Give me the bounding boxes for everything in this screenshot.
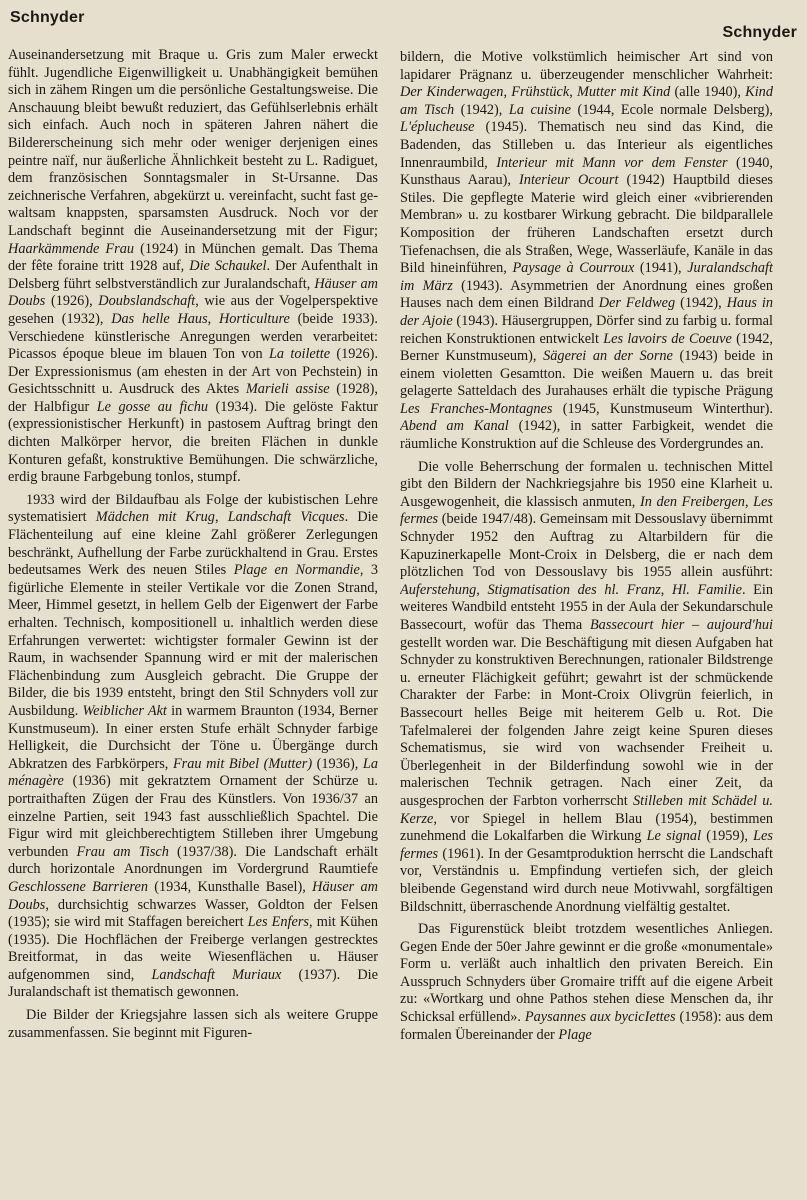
artwork-title: La cuisine (508, 101, 571, 118)
body-text: , 3 figürliche Elemente in steiler Vertikale vor die Zonen Strand, Meer, Himmel gesetzt, in hellem Gelb der Eigenwert der Farbe erhalten. Technisch, kompositionell u. inhaltlich werden diese Erfahrungen verwertet: wichtigster formaler Gewinn ist der Raum, in wachsender Spannung wird er mit der malerischen Flächenbindung zum Ausgleich gebracht. Die Gruppe der Bilder, die bis 1939 entsteht, bringt den Stil Schnyders voll zur Ausbildung. (8, 562, 378, 719)
artwork-title: In den Freibergen (639, 493, 745, 510)
artwork-title: Weiblicher Akt (82, 702, 167, 719)
body-text: (1942, Berner Kunstmuseum), (400, 330, 773, 365)
artwork-title: La ménagère (8, 755, 378, 790)
artwork-title: Frau am Tisch (76, 843, 169, 860)
right-text-column (400, 49, 773, 1199)
body-text: (1942) Hauptbild dieses Stiles. Die gepflegte Materie wird gleich einer «vibrierenden Membran» u. zu kostbarer Wirkung gebracht. Die bildparallele Komposition der früheren Landschaften ersetzt durch Tiefenachsen, die als Straßen, Wege, Wasserläufe, Kanäle in das Bild hineinführen, (400, 172, 773, 277)
body-text: (1943). Häusergruppen, Dörfer sind zu farbig u. formal reichen Konstruktionen entwickelt (400, 312, 773, 347)
artwork-title: Le signal (646, 828, 702, 845)
artwork-title: Mädchen mit Krug (95, 509, 215, 526)
paragraph (400, 921, 773, 1044)
body-text: , (214, 509, 228, 526)
paragraph (8, 1007, 378, 1042)
artwork-title: Interieur mit Mann vor dem Fenster (496, 154, 728, 171)
artwork-title: Haarkämmende Frau (8, 240, 135, 257)
artwork-title: Les Enfers (247, 914, 309, 931)
body-text: (1936), (312, 755, 363, 772)
body-text: , (503, 84, 512, 101)
body-text: (1942), in satter Farbigkeit, wendet die räumliche Konstruktion auf die Schleuse des Vordergrundes an. (400, 418, 773, 453)
body-text: in warmem Braunton (1934, Berner Kunstmuseum). In einer ersten Stufe erhält Schnyder farbige Helligkeit, die Durchsicht der Töne u. Übergänge durch Abkratzen des Farbkörpers, (8, 702, 378, 772)
body-text: (1943) beide in einem violetten Gesamtton. Die weißen Mauern u. das breit gelagerte Satteldach des Jurahauses erhält die typische Prägung (400, 348, 773, 400)
artwork-title: Häuser am Doubs (8, 275, 378, 310)
artwork-title: L'épluchеuse (400, 119, 475, 136)
artwork-title: Hl. Familie (671, 581, 742, 598)
artwork-title: Les Franches-Montagnes (400, 400, 553, 417)
body-text: (1926). Der Expressionismus (am ehesten in der Art von Pechstein) in Gesichtsschnitt u. Ausdruck des Aktes (8, 346, 378, 398)
body-text: (beide 1933). Verschiedene künstlerische Anregungen werden verarbeitet: Picassos époque bleue im blauen Ton von (8, 310, 378, 363)
artwork-title: Kind am Tisch (400, 84, 773, 118)
body-text: (1940, Kunsthaus Aarau), (400, 154, 773, 189)
body-text: (1924) in München gemalt. Das Thema der fête foraine tritt 1928 auf, (8, 240, 378, 275)
artwork-title: Auferstehung (400, 581, 477, 598)
body-text: (beide 1947/48). Gemeinsam mit Dessouslavy übernimmt Schnyder 1952 den Auftrag zu Altarbildern für die Kapuzinerkapelle Mont-Croix in Delsberg, die er nach dem plötzlichen Tod von Dessouslavy bis 1955 allein ausführt: (400, 511, 773, 581)
body-text: , (744, 493, 754, 510)
artwork-title: Paysannes aux bycicIettes (524, 1009, 676, 1026)
body-text: . Die Flächenteilung auf eine kleine Zahl größerer Zerlegungen beschränkt, Aufhellung der Farbe zurückhaltend in Grau. Erstes bedeutsames Werk des neuen Stiles (8, 509, 378, 579)
artwork-title: Abend am Kanal (400, 418, 509, 435)
artwork-title: Les fermes (400, 828, 773, 862)
artwork-title: Interieur Ocourt (519, 172, 619, 189)
artwork-title: Landschaft Muriaux (151, 966, 282, 983)
artwork-title: Frühstück (511, 84, 570, 101)
artwork-title: Häuser am Doubs (8, 878, 378, 913)
artwork-title: Paysage à Courroux (512, 260, 635, 277)
body-text: , durchsichtig schwarzes Wasser, Goldton der Felsen (1935); sie wird mit Staffagen bereichert (8, 896, 378, 931)
artwork-title: Horticulture (218, 310, 290, 327)
artwork-title: Der Feldweg (598, 295, 676, 312)
body-text: (1961). In der Gesamtproduktion herrscht die Landschaft vor, Verständnis u. Empfindung vertiefen sich, der gleich bleibende Gegenstand wird durch neue Motivwahl, sorgfältigen Bildschnitt, überraschende Anordnung vielfältig gestaltet. (400, 845, 773, 915)
body-text: (1934, Kunsthalle Basel), (147, 878, 313, 895)
artwork-title: Plage en Normandie (233, 562, 360, 579)
body-text: , mit Kühen (1935). Die Hochflächen der Freiberge verlangen gestrecktes Breitformat, in das weite Wiesenflächen u. Häuser aufgenommen sind, (8, 914, 378, 983)
body-text: (1934). Die gelöste Faktur (expressionistischer Herkunft) in pastosem Auftrag bringt den dichten Malkörper hervor, die breiten Flächen in dunkle Konturen gefaßt, konstruktive Bemühungen. Die schwärzliche, erdig braune Farbgebung tonlos, stumpf. (8, 398, 378, 486)
artwork-title: Marieli assise (245, 381, 330, 398)
body-text: (1958): aus dem formalen Übereinander der (400, 1009, 773, 1043)
artwork-title: Stigmatisation des hl. Franz (487, 581, 661, 598)
body-text: Die volle Beherrschung der formalen u. technischen Mittel gibt den Bildern der Nachkriegsjahre bis 1950 eine Klarheit u. Ausgewogenheit, die klassisch anmuten, (400, 458, 773, 510)
body-text: , (207, 310, 219, 327)
body-text: (alle 1940), (670, 84, 746, 101)
body-text: Auseinandersetzung mit Braque u. Gris zum Maler erweckt fühlt. Jugendliche Eigenwilligkeit u. Unabhängigkeit bemühen sich in zähem Ringen um die persönliche Gestaltungsweise. Die Anschauung bleibt bewußt reduziert, das Gefühlserlebnis erhält sich einfach. Auch noch in späteren Jahren nähert die Bildererscheinung sich mehr oder weniger derjenigen eines peintre naïf, nur äußerliche Ähnlichkeit besteht zu L. Radiguet, dem französischen Sonntagsmaler in St-Ursanne. Das zeichnerische Verfahren, abgekürzt u. vereinfacht, sucht fast gewaltsam knappsten, sparsamsten Ausdruck. Noch vor der Landschaft beginnt die Auseinandersetzung mit der Figur; (8, 47, 378, 239)
artwork-title: Das helle Haus (111, 310, 208, 327)
artwork-title: Der Kinderwagen (400, 84, 504, 101)
artwork-title: Mutter mit Kind (576, 84, 671, 101)
artwork-title: Sägerei an der Sorne (543, 348, 673, 365)
running-head-left: Schnyder (10, 9, 85, 26)
body-text: (1937). Die Juralandschaft ist thematisch gewonnen. (8, 966, 378, 1001)
body-text: (1941), (634, 260, 688, 277)
body-text: Das Figurenstück bleibt trotzdem wesentliches Anliegen. Gegen Ende der 50er Jahre gewinnt er die große «monumentale» Form u. verläßt auch inhaltlich den privaten Bereich. Ein Ausspruch Schnyders über Gromaire trifft auf die eigene Arbeit zu: «Wortkarg und ohne Pathos stehen diese Menschen da, ihr Schicksal erfüllend». (400, 921, 773, 1026)
artwork-title: Plage (558, 1026, 592, 1043)
artwork-title: Le gosse au fichu (96, 398, 209, 415)
artwork-title: Haus in der Ajoie (400, 295, 773, 329)
artwork-title: Bassecourt hier – aujourd'hui (589, 617, 773, 633)
body-text: , (476, 581, 488, 598)
body-text: , (569, 84, 577, 101)
body-text: (1942), (675, 295, 727, 312)
body-text: 1933 wird der Bildaufbau als Folge der kubistischen Lehre systematisiert (8, 491, 378, 526)
artwork-title: Frau mit Bibel (Mutter) (172, 755, 313, 772)
paragraph (8, 492, 378, 1002)
artwork-title: Landschaft Vicques (227, 509, 345, 526)
body-text: Die Bilder der Kriegsjahre lassen sich als weitere Gruppe zusammenfassen. Sie beginnt mit Figuren- (8, 1007, 378, 1041)
body-text: . Der Aufenthalt in Delsberg führt selbstverständlich zur Juralandschaft, (8, 258, 378, 292)
artwork-title: Stilleben mit Schädel u. Kerze (400, 792, 773, 827)
body-text: , vor Spiegel in hellem Blau (1954), bestimmen zunehmend die Lokalfarben die Wirkung (400, 810, 773, 845)
body-text: (1942), (454, 101, 509, 118)
artwork-title: Les lavoirs de Coeuve (603, 330, 732, 347)
artwork-title: Les fermes (400, 493, 773, 528)
paragraph (400, 459, 773, 916)
body-text: (1936) mit gekratztem Ornament der Schürze u. portraithaften Zügen der Frau des Künstlers. Von 1936/37 an einzelne Partien, seit 1943 fast ausschließlich Spachtel. Die Figur wird mit gleichberechtigtem Stilleben ihrer Umgebung verbunden (8, 773, 378, 860)
body-text: gestellt worden war. Die Beschäftigung mit diesen Aufgaben hat Schnyder zu konstruktiven Berechnungen, rationaler Bildstrenge u. erneuter Flächigkeit geführt; gewahrt ist der schmückende Charakter der Farbe: in Mont-Croix Olivgrün feierlich, in Bassecourt helles Beige mit heiterem Gelb u. Rot. Die Tafelmalerei der folgenden Jahre zeigt keine Spuren dieses Schematismus, sie wird von wachsender Freiheit u. Überlegenheit in der Bilderfindung sowohl wie in der malerischen Technik getragen. Nach einer Zeit, da ausgesprochen der Farbton vorherrscht (400, 634, 773, 809)
running-head-right: Schnyder (722, 24, 797, 41)
body-text: (1959), (701, 828, 754, 845)
artwork-title: La toilette (268, 346, 331, 363)
body-text: (1928), der Halbfigur (8, 381, 378, 415)
paragraph (8, 47, 378, 487)
body-text: , wie aus der Vogelperspektive gesehen (1932), (8, 293, 378, 327)
body-text: (1943). Asymmetrien der Anordnung eines großen Hauses nach dem einen Bildrand (400, 277, 773, 312)
body-text: (1945, Kunstmuseum Winterthur). (552, 400, 773, 417)
left-text-column (8, 47, 378, 1197)
body-text: (1944, Ecole normale Delsberg), (570, 101, 773, 118)
body-text: (1926), (45, 293, 99, 310)
body-text: (1945). Thematisch neu sind das Kind, die Badenden, das Stilleben u. das Interieur als eigentliches Innenraumbild, (400, 119, 773, 171)
body-text: . Ein weiteres Wandbild entsteht 1955 in der Aula der Sekundarschule Bassecourt, wofür das Thema (400, 581, 773, 633)
artwork-title: Geschlossene Barrieren (8, 878, 148, 895)
body-text: (1937/38). Die Landschaft erhält durch horizontale Anordnungen im Vordergrund Raumtiefe (8, 843, 378, 878)
artwork-title: Doubslandschaft (98, 293, 196, 310)
paragraph (400, 49, 773, 454)
artwork-title: Juralandschaft im März (400, 260, 773, 294)
body-text: bildern, die Motive volkstümlich heimischer Art sind von lapidarer Prägnanz u. überzeugender menschlicher Wahrheit: (400, 49, 773, 83)
body-text: , (660, 581, 672, 598)
artwork-title: Die Schaukel (189, 258, 267, 275)
